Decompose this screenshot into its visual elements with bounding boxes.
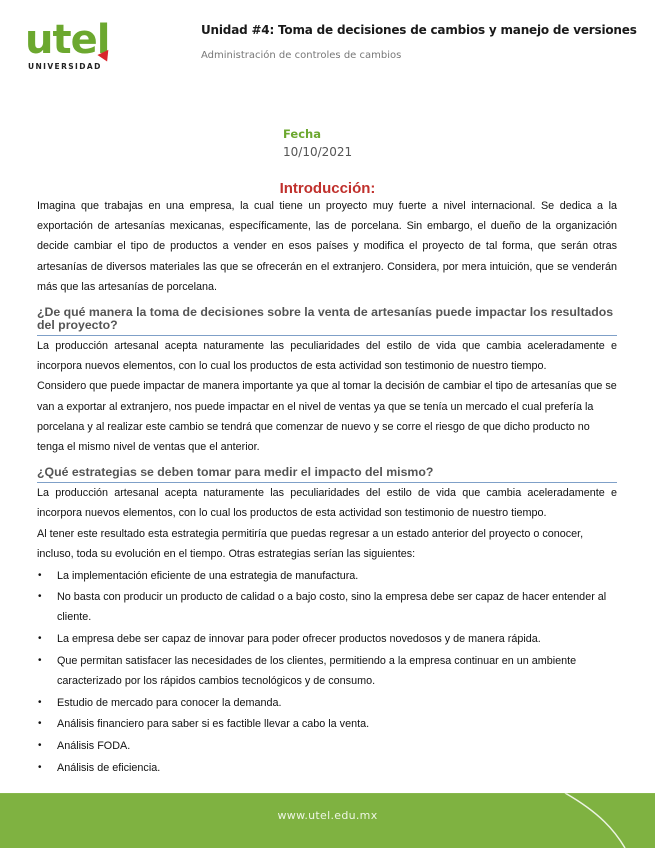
section2-paragraph-1: La producción artesanal acepta naturamente las peculiaridades del estilo de vida que cambia aceleradamente e incorpora nuevos elementos, con lo cual los productos de esta actividad son testimonio de nuestro tiempo.: [37, 487, 617, 520]
bullet-icon: •: [38, 633, 42, 645]
intro-title: Introducción:: [279, 180, 376, 197]
list-item-text: No basta con producir un producto de calidad o a bajo costo, sino la empresa debe ser capaz de hacer entender al cliente.: [57, 591, 607, 624]
bullet-icon: •: [38, 591, 42, 603]
list-item: [37, 566, 617, 586]
unit-title: Unidad #4: Toma de decisiones de cambios y manejo de versiones: [201, 23, 637, 37]
footer-url: www.utel.edu.mx: [277, 809, 378, 822]
utel-logo: [25, 18, 120, 74]
date-value: 10/10/2021: [283, 145, 353, 159]
list-item: [37, 629, 617, 649]
bullet-icon: •: [38, 761, 42, 773]
section2-heading: ¿Qué estrategias se deben tomar para medir el impacto del mismo?: [37, 466, 617, 483]
document-header: [0, 0, 655, 90]
bullet-icon: •: [38, 696, 42, 708]
list-item: [37, 758, 617, 778]
list-item-text: La implementación eficiente de una estrategia de manufactura.: [57, 569, 359, 582]
list-item-text: Análisis de eficiencia.: [57, 761, 161, 774]
list-item: [37, 736, 617, 756]
list-item-text: Análisis financiero para saber si es factible llevar a cabo la venta.: [57, 718, 370, 731]
section2-paragraph-2: Al tener este resultado esta estrategia permitiría que puedas regresar a un estado anterior del proyecto o conocer, incluso, toda su evolución en el tiempo. Otras estrategias serían las siguientes:: [37, 527, 584, 560]
strategy-list: [37, 566, 617, 779]
list-item-text: Que permitan satisfacer las necesidades de los clientes, permitiendo a la empresa continuar en un ambiente caracterizado por los rápidos cambios tecnológicos y de consumo.: [57, 654, 577, 688]
section1-heading: ¿De qué manera la toma de decisiones sobre la venta de artesanías puede impactar los resultados del proyecto?: [37, 306, 617, 336]
section1-paragraph-2: Considero que puede impactar de manera importante ya que al tomar la decisión de cambiar el tipo de artesanías que se van a exportar al extranjero, nos puede impactar en el nivel de ventas ya que se tenía un mercado el cual prefería la porcelana y al realizar este cambio se tendrá que comenzar de nuevo y se corre el riesgo de que dicho producto no tenga el mismo nivel de ventas que el anterior.: [37, 380, 617, 454]
list-item: [37, 587, 617, 627]
section1-paragraph-1: La producción artesanal acepta naturamente las peculiaridades del estilo de vida que cambia aceleradamente e incorpora nuevos elementos, con lo cual los productos de esta actividad son testimonio de nuestro tiempo.: [37, 340, 617, 373]
list-item: [37, 693, 617, 713]
list-item-text: La empresa debe ser capaz de innovar para poder ofrecer productos novedosos y de manera rápida.: [57, 633, 541, 646]
bullet-icon: •: [38, 569, 42, 581]
list-item: [37, 651, 617, 691]
bullet-icon: •: [38, 654, 42, 666]
unit-subtitle: Administración de controles de cambios: [201, 50, 402, 61]
date-label: Fecha: [283, 127, 321, 141]
logo-wordmark: utel: [25, 17, 110, 63]
document-footer: [0, 793, 655, 848]
intro-paragraph: Imagina que trabajas en una empresa, la cual tiene un proyecto muy fuerte a nivel internacional. Se dedica a la exportación de artesanías mexicanas, específicamente, las de porcelana. Sin embargo, el dueño de la organización decide cambiar el tipo de productos a vender en esos países y modifica el proyecto de tal forma, que serán otras artesanías de diversos materiales las que se ofrecerán en el extranjero. Considera, por mera intuición, que se venderán más que las artesanías de porcelana.: [37, 200, 617, 293]
list-item-text: Análisis FODA.: [57, 740, 131, 753]
list-item-text: Estudio de mercado para conocer la demanda.: [57, 696, 282, 709]
logo-subtext: UNIVERSIDAD: [28, 62, 102, 71]
document-body: [37, 196, 617, 778]
bullet-icon: •: [38, 718, 42, 730]
list-item: [37, 714, 617, 734]
bullet-icon: •: [38, 740, 42, 752]
